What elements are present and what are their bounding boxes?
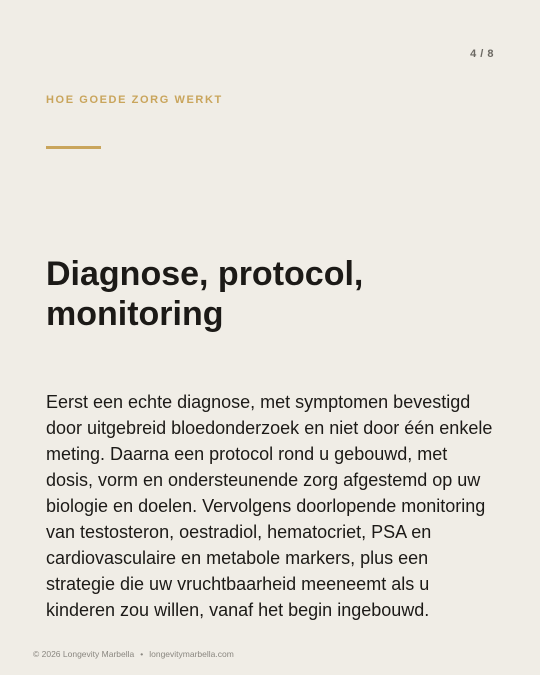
page-counter: 4 / 8 <box>470 48 494 60</box>
section-eyebrow: HOE GOEDE ZORG WERKT <box>46 94 223 106</box>
footer <box>33 649 234 659</box>
page-title-line-2: monitoring <box>46 295 224 333</box>
footer-separator: • <box>140 649 144 659</box>
footer-website: longevitymarbella.com <box>149 649 234 659</box>
footer-copyright: © 2026 Longevity Marbella <box>33 649 135 659</box>
accent-divider <box>46 146 101 149</box>
body-paragraph: Eerst een echte diagnose, met symptomen bevestigd door uitgebreid bloedonderzoek en niet door één enkele meting. Daarna een protocol rond u gebouwd, met dosis, vorm en ondersteunende zorg afgestemd op uw biologie en doelen. Vervolgens doorlopende monitoring van testosteron, oestradiol, hematocriet, PSA en cardiovasculaire en metabole markers, plus een strategie die uw vruchtbaarheid meeneemt als u kinderen zou willen, vanaf het begin ingebouwd. <box>46 392 493 620</box>
page-title-line-1: Diagnose, protocol, <box>46 255 364 293</box>
page-title <box>46 254 486 334</box>
